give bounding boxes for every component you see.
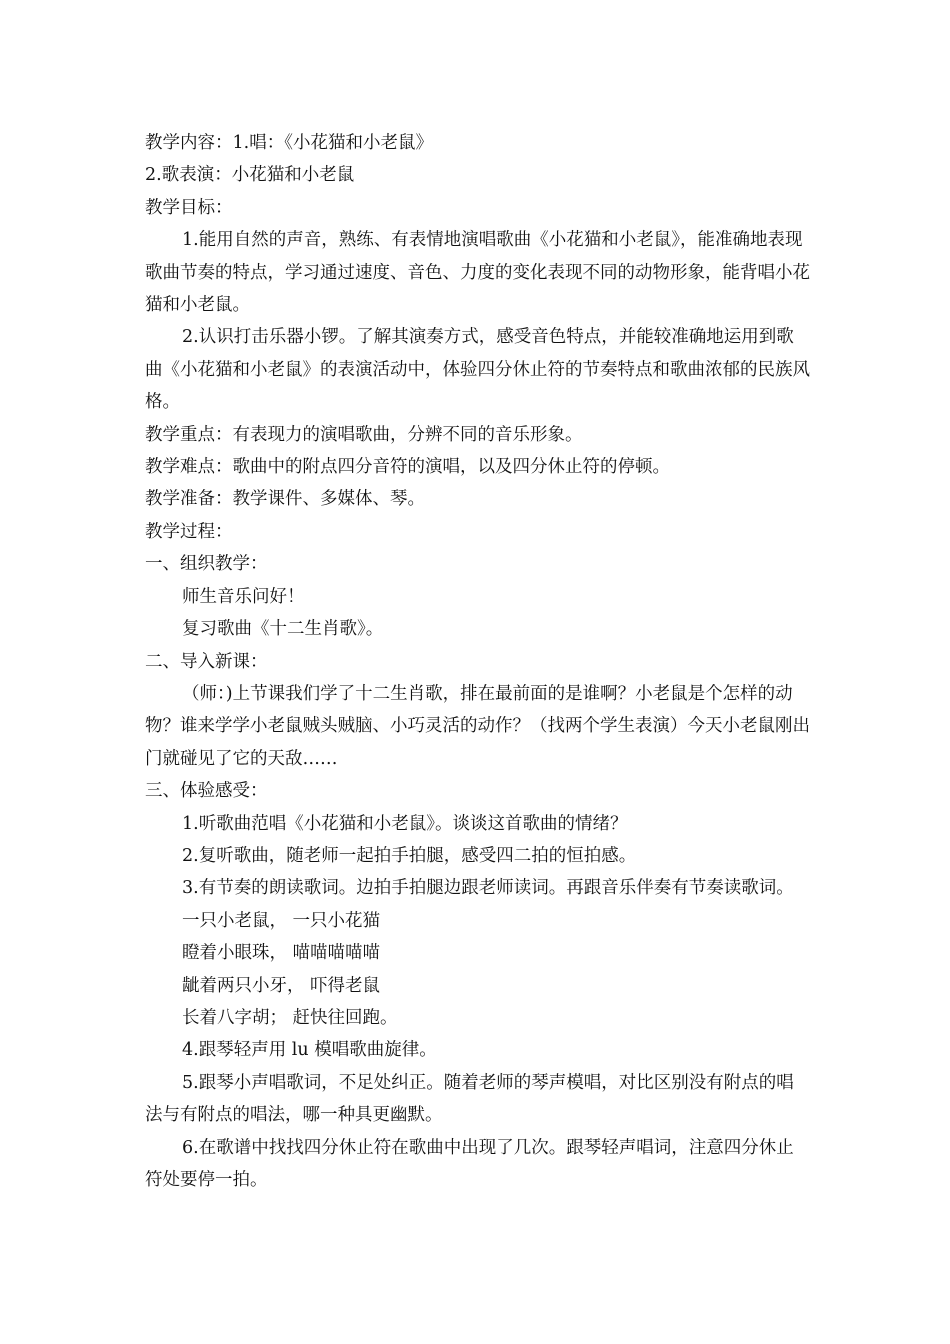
section-2-heading: 二、导入新课： <box>145 651 268 672</box>
teaching-content-item-2: 2.歌表演：小花猫和小老鼠 <box>145 165 355 186</box>
section-3-step-6: 6.在歌谱中找找四分休止符在歌曲中出现了几次。跟琴轻声唱词，注意四分休止符处要停一拍。 <box>145 1137 794 1190</box>
teaching-goal-2: 2.认识打击乐器小锣。了解其演奏方式，感受音色特点，并能较准确地运用到歌曲《小花猫和小老鼠》的表演活动中，体验四分休止符的节奏特点和歌曲浓郁的民族风格。 <box>145 327 810 413</box>
teaching-content-line: 教学内容：1.唱：《小花猫和小老鼠》 <box>145 133 433 153</box>
section-3-step-3: 3.有节奏的朗读歌词。边拍手拍腿边跟老师读词。再跟音乐伴奏有节奏读歌词。 <box>182 878 794 899</box>
teaching-difficulty: 教学难点：歌曲中的附点四分音符的演唱，以及四分休止符的停顿。 <box>145 457 670 478</box>
section-1-heading: 一、组织教学： <box>145 554 268 575</box>
teaching-preparation: 教学准备：教学课件、多媒体、琴。 <box>145 489 425 510</box>
section-3-heading: 三、体验感受： <box>145 781 268 802</box>
teaching-goal-1: 1.能用自然的声音，熟练、有表情地演唱歌曲《小花猫和小老鼠》，能准确地表现歌曲节奏的特点，学习通过速度、音色、力度的变化表现不同的动物形象，能背唱小花猫和小老鼠。 <box>145 230 810 316</box>
section-3-step-4: 4.跟琴轻声用 lu 模唱歌曲旋律。 <box>182 1040 437 1061</box>
lyric-line-2: 瞪着小眼珠， 喵喵喵喵喵 <box>182 943 381 964</box>
section-3-step-2: 2.复听歌曲，随老师一起拍手拍腿，感受四二拍的恒拍感。 <box>182 845 637 866</box>
teaching-process-heading: 教学过程： <box>145 521 233 542</box>
lyric-line-1: 一只小老鼠， 一只小花猫 <box>182 910 381 931</box>
document-body <box>145 127 810 1196</box>
section-1-item-2: 复习歌曲《十二生肖歌》。 <box>182 619 384 640</box>
lyric-line-4: 长着八字胡； 赶快往回跑。 <box>182 1007 398 1028</box>
lyric-line-3: 龇着两只小牙， 吓得老鼠 <box>182 975 381 996</box>
section-2-paragraph: （师：)上节课我们学了十二生肖歌，排在最前面的是谁啊？小老鼠是个怎样的动物？谁来学学小老鼠贼头贼脑、小巧灵活的动作？（找两个学生表演）今天小老鼠刚出门就碰见了它的天敌…… <box>145 683 810 769</box>
section-3-step-5: 5.跟琴小声唱歌词，不足处纠正。随着老师的琴声模唱，对比区别没有附点的唱法与有附点的唱法，哪一种具更幽默。 <box>145 1072 794 1126</box>
teaching-goals-heading: 教学目标： <box>145 197 233 218</box>
section-3-step-1: 1.听歌曲范唱《小花猫和小老鼠》。谈谈这首歌曲的情绪？ <box>182 813 628 834</box>
section-1-item-1: 师生音乐问好！ <box>182 586 305 607</box>
teaching-key-point: 教学重点：有表现力的演唱歌曲，分辨不同的音乐形象。 <box>145 424 583 445</box>
